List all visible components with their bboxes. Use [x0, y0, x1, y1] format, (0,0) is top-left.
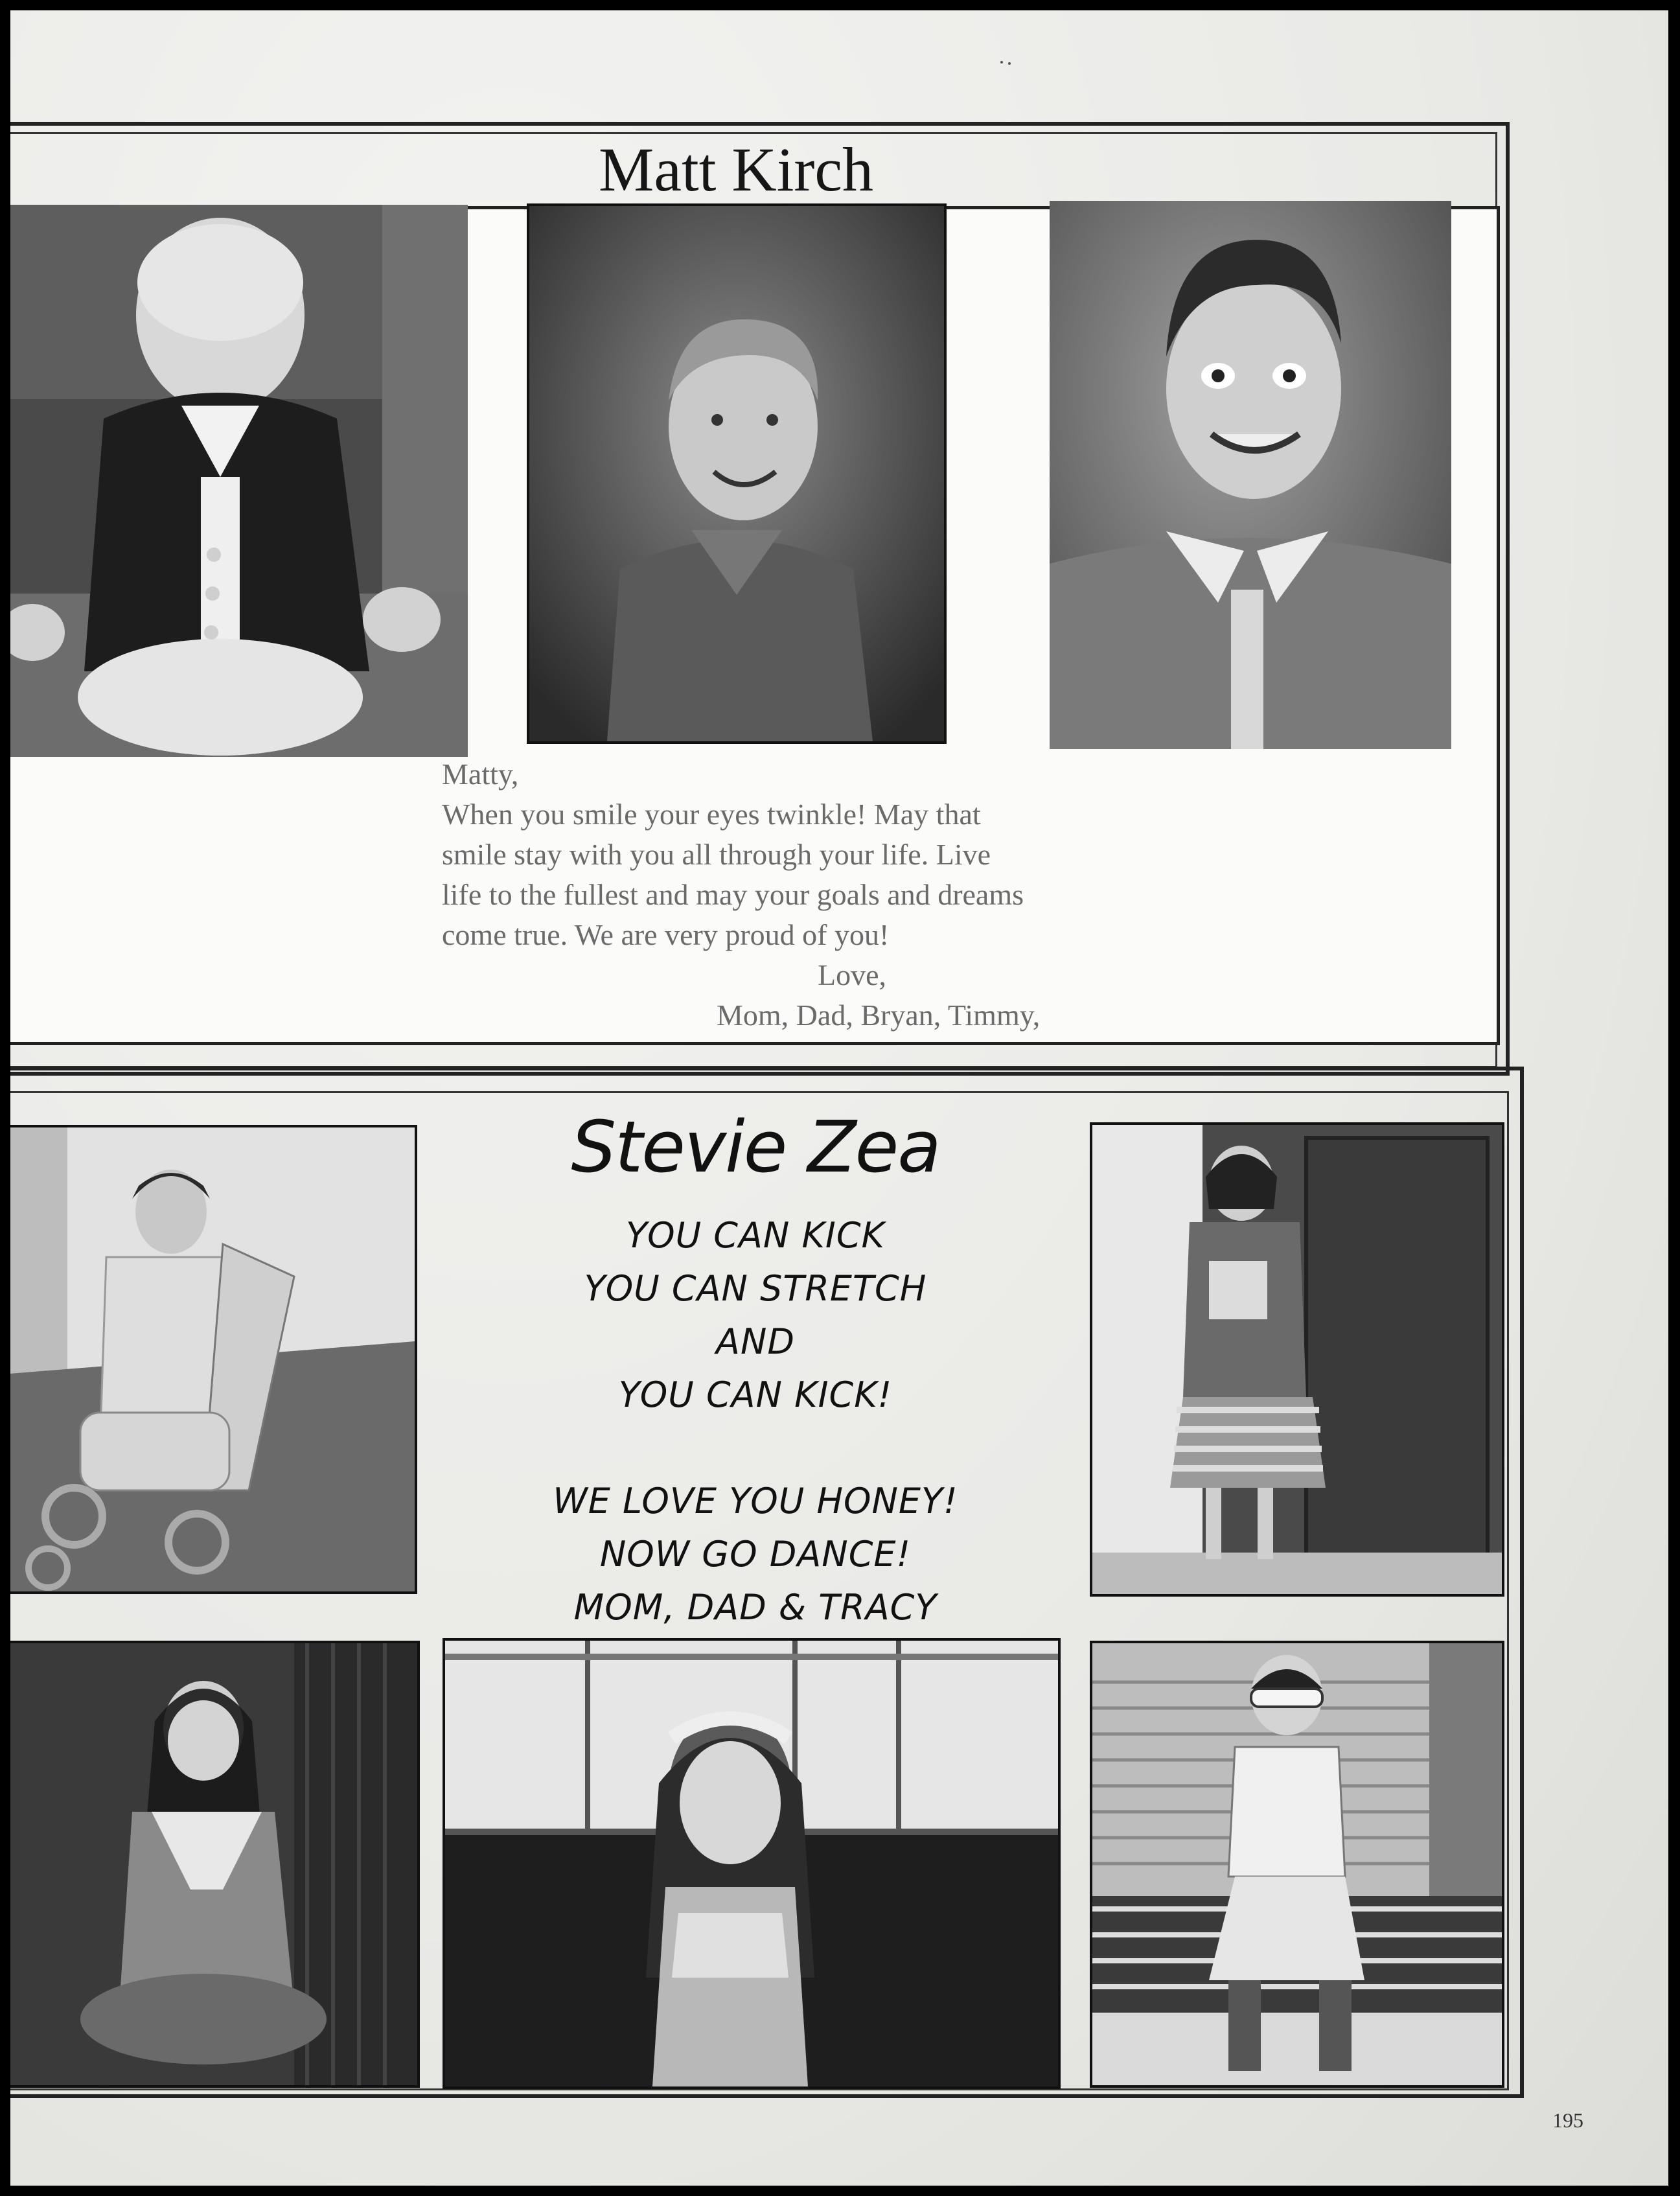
stevie-message [516, 1209, 995, 1634]
stevie-title: Stevie Zea [571, 1105, 940, 1188]
message-line: YOU CAN KICK! [618, 1374, 893, 1415]
page-number: 195 [1552, 2109, 1583, 2132]
stevie-photo-costume [10, 1641, 420, 2088]
stevie-photo-flower-crown [443, 1638, 1061, 2089]
speck [1000, 61, 1003, 64]
stevie-photo-sweater [1090, 1122, 1504, 1597]
yearbook-page [10, 10, 1668, 2186]
matt-photo-portrait-2 [1050, 201, 1451, 749]
matt-title: Matt Kirch [599, 135, 873, 204]
letter-signature: Mom, Dad, Bryan, Timmy, [717, 999, 1041, 1032]
letter-line: come true. We are very proud of you! [442, 918, 890, 951]
message-line: YOU CAN STRETCH [584, 1268, 927, 1309]
message-line: WE LOVE YOU HONEY! [553, 1481, 958, 1521]
letter-closing: Love, [818, 958, 887, 991]
message-line: NOW GO DANCE! [599, 1534, 912, 1575]
message-line: YOU CAN KICK [626, 1215, 885, 1256]
matt-letter [442, 754, 1180, 1035]
message-line: AND [716, 1321, 795, 1362]
speck [1008, 62, 1011, 65]
letter-line: life to the fullest and may your goals and dreams [442, 878, 1024, 911]
message-line: MOM, DAD & TRACY [573, 1587, 938, 1628]
letter-line: Matty, [442, 757, 519, 791]
matt-photo-toddler [10, 205, 468, 757]
stevie-photo-stroller [10, 1125, 417, 1594]
letter-line: smile stay with you all through your life. Live [442, 838, 991, 871]
stevie-photo-sunglasses [1090, 1641, 1504, 2088]
message-spacer [516, 1422, 995, 1475]
letter-line: When you smile your eyes twinkle! May that [442, 798, 981, 831]
matt-photo-portrait-1 [527, 203, 947, 744]
